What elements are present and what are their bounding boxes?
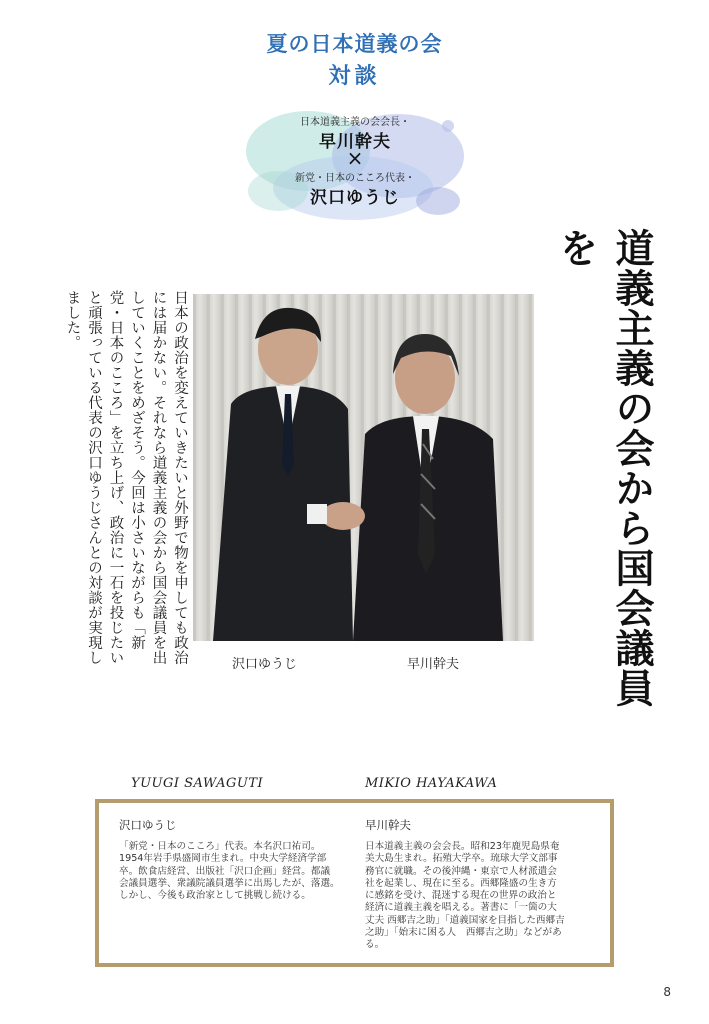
profile-left-line: 卒。飲食店経営、出版社「沢口企画」経営。都議: [119, 865, 331, 877]
profile-left-line: 「新党・日本のこころ」代表。本名沢口祐司。: [119, 841, 321, 852]
profile-box: [95, 799, 614, 967]
profile-right-line: 日本道義主義の会会長。昭和23年鹿児島県奄: [365, 841, 560, 852]
profile-right-line: 美大島生まれ。拓殖大学卒。琉球大学文部事: [365, 853, 558, 865]
handshake-photo: [193, 294, 534, 641]
profile-left-line: 1954年岩手県盛岡市生まれ。中央大学経済学部: [119, 853, 327, 865]
profile-left: [119, 817, 357, 902]
guest2-role: 新党・日本のこころ代表・: [295, 173, 415, 184]
profile-left-name: 沢口ゆうじ: [119, 818, 177, 832]
article-series-title: 夏の日本道義の会: [266, 32, 443, 56]
headline: 道義主義の会から国会議員を: [553, 228, 655, 708]
guest2-name: 沢口ゆうじ: [310, 188, 400, 208]
profile-left-text: [119, 841, 357, 902]
profile-right-line: 之助」「始末に困る人 西郷吉之助」などがあ: [365, 927, 562, 939]
profile-right-text: [365, 841, 601, 952]
guest1-role: 日本道義主義の会会長・: [300, 117, 410, 128]
profile-right-line: 経済に道義主義を唱える。著書に「一箇の大: [365, 902, 557, 914]
profile-right-name: 早川幹夫: [365, 818, 411, 832]
profile-right-line: 務官に就職。その後沖縄・東京で人材派遣会: [365, 865, 557, 877]
intro-text: 日本の政治を変えていきたいと外野で物を申しても政治には届かない。それなら道義主義の会から国会議員を出していくことをめざそう。今回は小さいながらも「新党・日本のこころ」を立ち上げ、政治に一石を投じたいと頑張っている代表の沢口ゆうじさんとの対談が実現しました。: [64, 290, 188, 665]
cross-symbol: ×: [346, 146, 364, 170]
profile-right-line: 丈夫 西郷吉之助」「道義国家を目指した西郷吉: [365, 914, 565, 926]
profile-right-line: に感銘を受け、混迷する現在の世界の政治と: [365, 890, 557, 902]
photo-caption-left: 沢口ゆうじ: [232, 657, 298, 672]
profile-left-line: 会議員選挙、衆議院議員選挙に出馬したが、落選。: [119, 877, 340, 889]
page-number: 8: [663, 985, 671, 999]
profile-left-english-name: YUUGI SAWAGUTI: [131, 776, 264, 791]
article-type-title: 対談: [328, 64, 381, 89]
profile-right-english-name: MIKIO HAYAKAWA: [365, 776, 498, 791]
photo-caption-right: 早川幹夫: [407, 657, 460, 672]
guest1-name: 早川幹夫: [319, 132, 391, 152]
profile-right-line: 社を起業し、現在に至る。西郷隆盛の生き方: [365, 877, 557, 889]
profile-right-line: る。: [365, 939, 385, 951]
profile-left-line: しかし、今後も政治家として挑戦し続ける。: [119, 890, 311, 902]
profile-right: [365, 817, 601, 952]
